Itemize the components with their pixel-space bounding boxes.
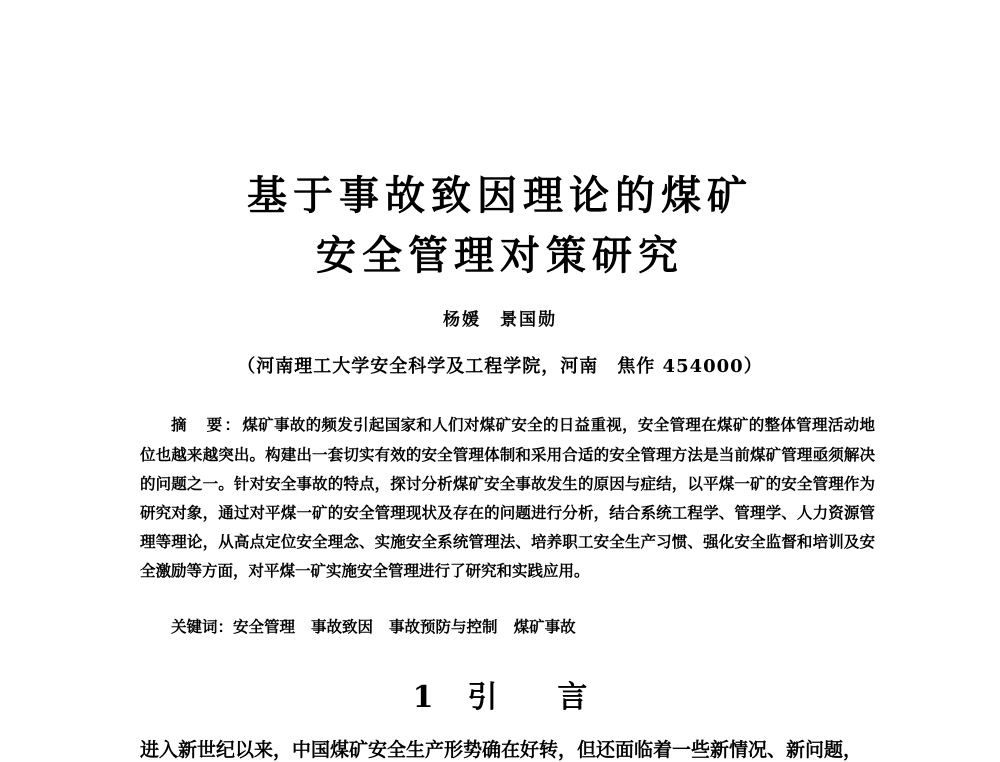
body-paragraph-start: 进入新世纪以来，中国煤矿安全生产形势确在好转，但还面临着一些新情况、新问题， [140,739,863,761]
author-name: 杨媛 [443,310,481,330]
keywords [140,616,875,638]
abstract-label: 摘 要： [171,416,243,434]
section-heading [0,672,1000,716]
author-list [0,305,1000,330]
keywords-label: 关键词： [171,618,234,636]
paper-title-line-1: 基于事故致因理论的煤矿 [247,173,753,219]
keyword: 事故致因 [311,617,374,636]
affiliation: （河南理工大学安全科学及工程学院，河南 焦作 454000） [237,356,763,377]
section-title: 引言 [467,680,648,715]
keyword: 安全管理 [233,617,296,636]
keyword: 事故预防与控制 [389,617,498,636]
abstract-text: 煤矿事故的频发引起国家和人们对煤矿安全的日益重视，安全管理在煤矿的整体管理活动地位也越来越突出。构建出一套切实有效的安全管理体制和采用合适的安全管理方法是当前煤矿管理亟须解决的问题之一。针对安全事故的特点，探讨分析煤矿安全事故发生的原因与症结，以平煤一矿的安全管理作为研究对象，通过对平煤一矿的安全管理现状及存在的问题进行分析，结合系统工程学、管理学、人力资源管理等理论，从高点定位安全理念、实施安全系统管理法、培养职工安全生产习惯、强化安全监督和培训及安全激励等方面，对平煤一矿实施安全管理进行了研究和实践应用。 [140,415,875,580]
abstract [140,410,875,585]
keyword: 煤矿事故 [513,617,576,636]
section-number: 1 [412,680,434,715]
author-name: 景国勋 [500,310,557,330]
paper-title-line-2: 安全管理对策研究 [316,233,684,279]
